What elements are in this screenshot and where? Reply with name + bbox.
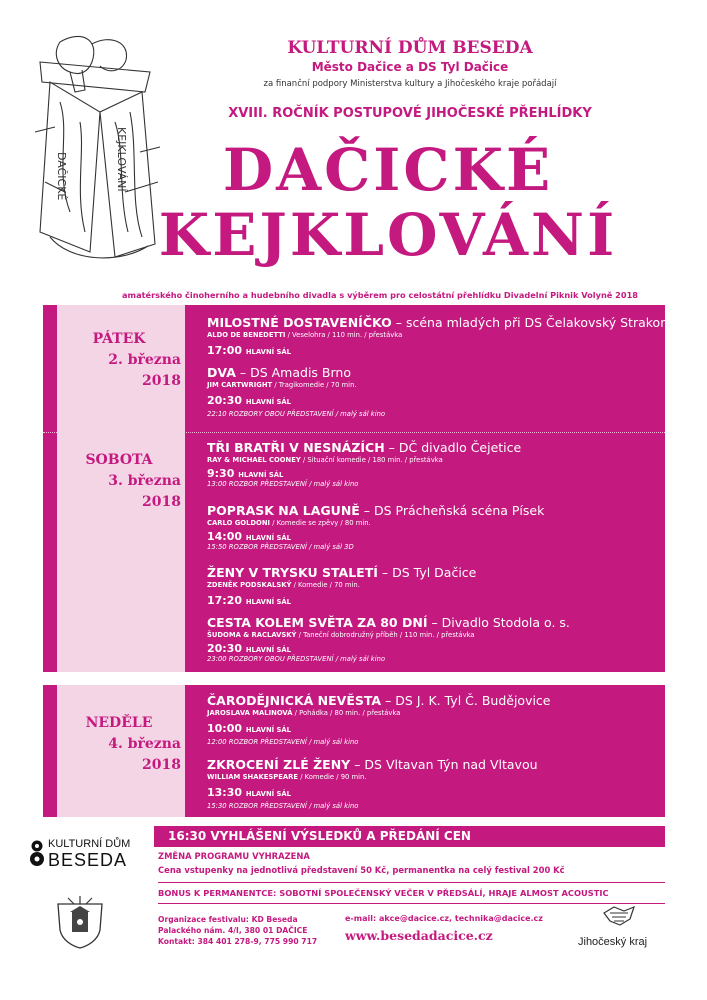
kd-beseda-logo (30, 834, 150, 874)
event-company: – DS Prácheňská scéna Písek (359, 503, 545, 518)
organizer-info (158, 914, 317, 947)
event-info: / Komedie se zpěvy / 80 min. (270, 519, 371, 527)
event-item (207, 565, 702, 607)
event-hall: HLAVNÍ SÁL (245, 646, 292, 654)
event-note: 12:00 ROZBOR PŘEDSTAVENÍ / malý sál kino (207, 738, 359, 746)
day-date: 2. března (108, 352, 181, 368)
event-author: ŠUDOMA & RACLAVSKÝ (207, 631, 297, 639)
event-company: – scéna mladých při DS Čelakovský Strakonice (391, 315, 687, 330)
day-block-saturday (43, 432, 665, 672)
day-label (57, 713, 185, 776)
event-time: 17:00 (207, 344, 243, 357)
day-block-friday (43, 305, 687, 432)
event-item (207, 503, 702, 551)
event-hall: HLAVNÍ SÁL (245, 534, 292, 542)
logo-line1: KULTURNÍ DŮM (48, 838, 131, 850)
organizer: Organizace festivalu: KD Beseda (158, 915, 298, 924)
event-item (207, 365, 702, 418)
event-time: 20:30 (207, 642, 243, 655)
event-company: – DS Tyl Dačice (377, 565, 477, 580)
event-hall: HLAVNÍ SÁL (245, 598, 292, 606)
event-author: WILLIAM SHAKESPEARE (207, 773, 299, 781)
event-company: – Divadlo Stodola o. s. (427, 615, 570, 630)
event-info: / Taneční dobrodružný příběh / 110 min. / přestávka (296, 631, 475, 639)
event-company: – DS J. K. Tyl Č. Budějovice (381, 693, 551, 708)
festival-subtitle: amatérského činoherního a hudebního divadla s výběrem pro celostátní přehlídku Divadelní Piknik Volyně 2018 (122, 290, 638, 300)
event-item (207, 757, 702, 810)
event-author: JAROSLAVA MALINOVÁ (207, 709, 293, 717)
event-item (207, 693, 702, 746)
bonus-notice: BONUS K PERMANENTCE: SOBOTNÍ SPOLEČENSKÝ VEČER V PŘEDSÁLÍ, HRAJE ALMOST ACOUSTIC (158, 888, 609, 898)
event-company: – DS Vltavan Týn nad Vltavou (350, 757, 538, 772)
day-label-panel (57, 432, 185, 672)
event-item (207, 615, 702, 663)
festival-title-line1: DAČICKÉ (222, 136, 554, 204)
org-title: KULTURNÍ DŮM BESEDA (287, 38, 533, 58)
event-hall: HLAVNÍ SÁL (245, 790, 292, 798)
org-subtitle: Město Dačice a DS Tyl Dačice (311, 60, 509, 74)
event-time: 17:20 (207, 594, 243, 607)
event-hall: HLAVNÍ SÁL (238, 471, 284, 479)
address: Palackého nám. 4/I, 380 01 DAČICE (158, 926, 308, 935)
event-info: / Pohádka / 80 min. / přestávka (292, 709, 401, 717)
event-time: 10:00 (207, 722, 243, 735)
day-date: 4. března (108, 736, 181, 752)
event-title: ZKROCENÍ ZLÉ ŽENY (207, 757, 351, 772)
logo-line2: BESEDA (48, 850, 128, 870)
event-note: 22:10 ROZBORY OBOU PŘEDSTAVENÍ / malý sál kino (207, 410, 386, 418)
day-year: 2018 (142, 494, 181, 510)
event-note: 15:30 ROZBOR PŘEDSTAVENÍ / malý sál kino (207, 802, 359, 810)
event-info: / Tragikomedie / 70 min. (272, 381, 357, 389)
event-time: 20:30 (207, 394, 243, 407)
event-time: 14:00 (207, 530, 243, 543)
day-name: PÁTEK (92, 331, 146, 347)
event-item (207, 315, 702, 357)
day-name: NEDĚLE (85, 715, 153, 731)
event-hall: HLAVNÍ SÁL (245, 348, 292, 356)
event-info: / Komedie / 70 min. (291, 581, 360, 589)
event-title: DVA (207, 365, 236, 380)
event-title: TŘI BRATŘI V NESNÁZÍCH (207, 440, 385, 455)
divider (158, 882, 665, 883)
svg-text:DAČICKÉ: DAČICKÉ (55, 152, 68, 201)
edition-line: XVIII. ROČNÍK POSTUPOVÉ JIHOČESKÉ PŘEHLÍDKY (228, 106, 592, 121)
event-title: MILOSTNÉ DOSTAVENÍČKO (207, 315, 392, 330)
website-link[interactable]: www.besedadacice.cz (345, 928, 493, 943)
day-label-panel (57, 685, 185, 817)
event-title: ČARODĚJNICKÁ NEVĚSTA (207, 693, 382, 708)
event-item (207, 440, 702, 488)
change-notice: ZMĚNA PROGRAMU VYHRAZENA (158, 851, 310, 861)
day-label-panel (57, 305, 185, 432)
region-label: Jihočeský kraj (578, 936, 648, 948)
svg-text:KEJKLOVÁNÍ: KEJKLOVÁNÍ (115, 127, 128, 192)
day-name: SOBOTA (85, 452, 153, 468)
event-hall: HLAVNÍ SÁL (245, 726, 292, 734)
event-info: / Veselohra / 110 min. / přestávka (285, 331, 403, 339)
event-title: ŽENY V TRYSKU STALETÍ (207, 565, 378, 580)
event-note: 15:50 ROZBOR PŘEDSTAVENÍ / malý sál 3D (207, 543, 354, 551)
event-author: ALDO DE BENEDETTI (207, 331, 286, 339)
email-link[interactable]: e-mail: akce@dacice.cz, technika@dacice.cz (345, 914, 543, 923)
ticket-prices: Cena vstupenky na jednotlivá představení 50 Kč, permanentka na celý festival 200 Kč (158, 865, 565, 875)
event-company: – DČ divadlo Čejetice (384, 440, 522, 455)
town-crest-icon (50, 894, 110, 950)
event-info: / Situační komedie / 180 min. / přestávka (300, 456, 443, 464)
day-block-sunday (43, 685, 665, 817)
event-author: RAY & MICHAEL COONEY (207, 456, 301, 464)
event-title: CESTA KOLEM SVĚTA ZA 80 DNÍ (207, 615, 428, 630)
event-note: 23:00 ROZBORY OBOU PŘEDSTAVENÍ / malý sál kino (207, 655, 386, 663)
event-time: 9:30 (207, 467, 235, 480)
support-line: za finanční podpory Ministerstva kultury a Jihočeského kraje pořádají (263, 79, 557, 89)
day-year: 2018 (142, 373, 181, 389)
final-event-banner: 16:30 VYHLÁŠENÍ VÝSLEDKŮ A PŘEDÁNÍ CEN (154, 826, 665, 847)
event-info: / Komedie / 90 min. (298, 773, 367, 781)
event-author: JIM CARTWRIGHT (207, 381, 273, 389)
kd-mark-icon (30, 838, 44, 868)
event-author: ZDENĚK PODSKALSKÝ (207, 581, 292, 589)
event-title: POPRASK NA LAGUNĚ (207, 503, 360, 518)
day-label (57, 450, 185, 513)
jihocesky-kraj-logo-icon (602, 905, 636, 927)
contact: Kontakt: 384 401 278-9, 775 990 717 (158, 937, 318, 946)
event-hall: HLAVNÍ SÁL (245, 398, 292, 406)
day-label (57, 329, 185, 392)
event-time: 13:30 (207, 786, 243, 799)
divider (158, 903, 665, 904)
event-company: – DS Amadis Brno (235, 365, 351, 380)
day-year: 2018 (142, 757, 181, 773)
event-note: 13:00 ROZBOR PŘEDSTAVENÍ / malý sál kino (207, 480, 359, 488)
day-date: 3. března (108, 473, 181, 489)
festival-title-line2: KEJKLOVÁNÍ (158, 201, 618, 269)
event-author: CARLO GOLDONI (207, 519, 271, 527)
